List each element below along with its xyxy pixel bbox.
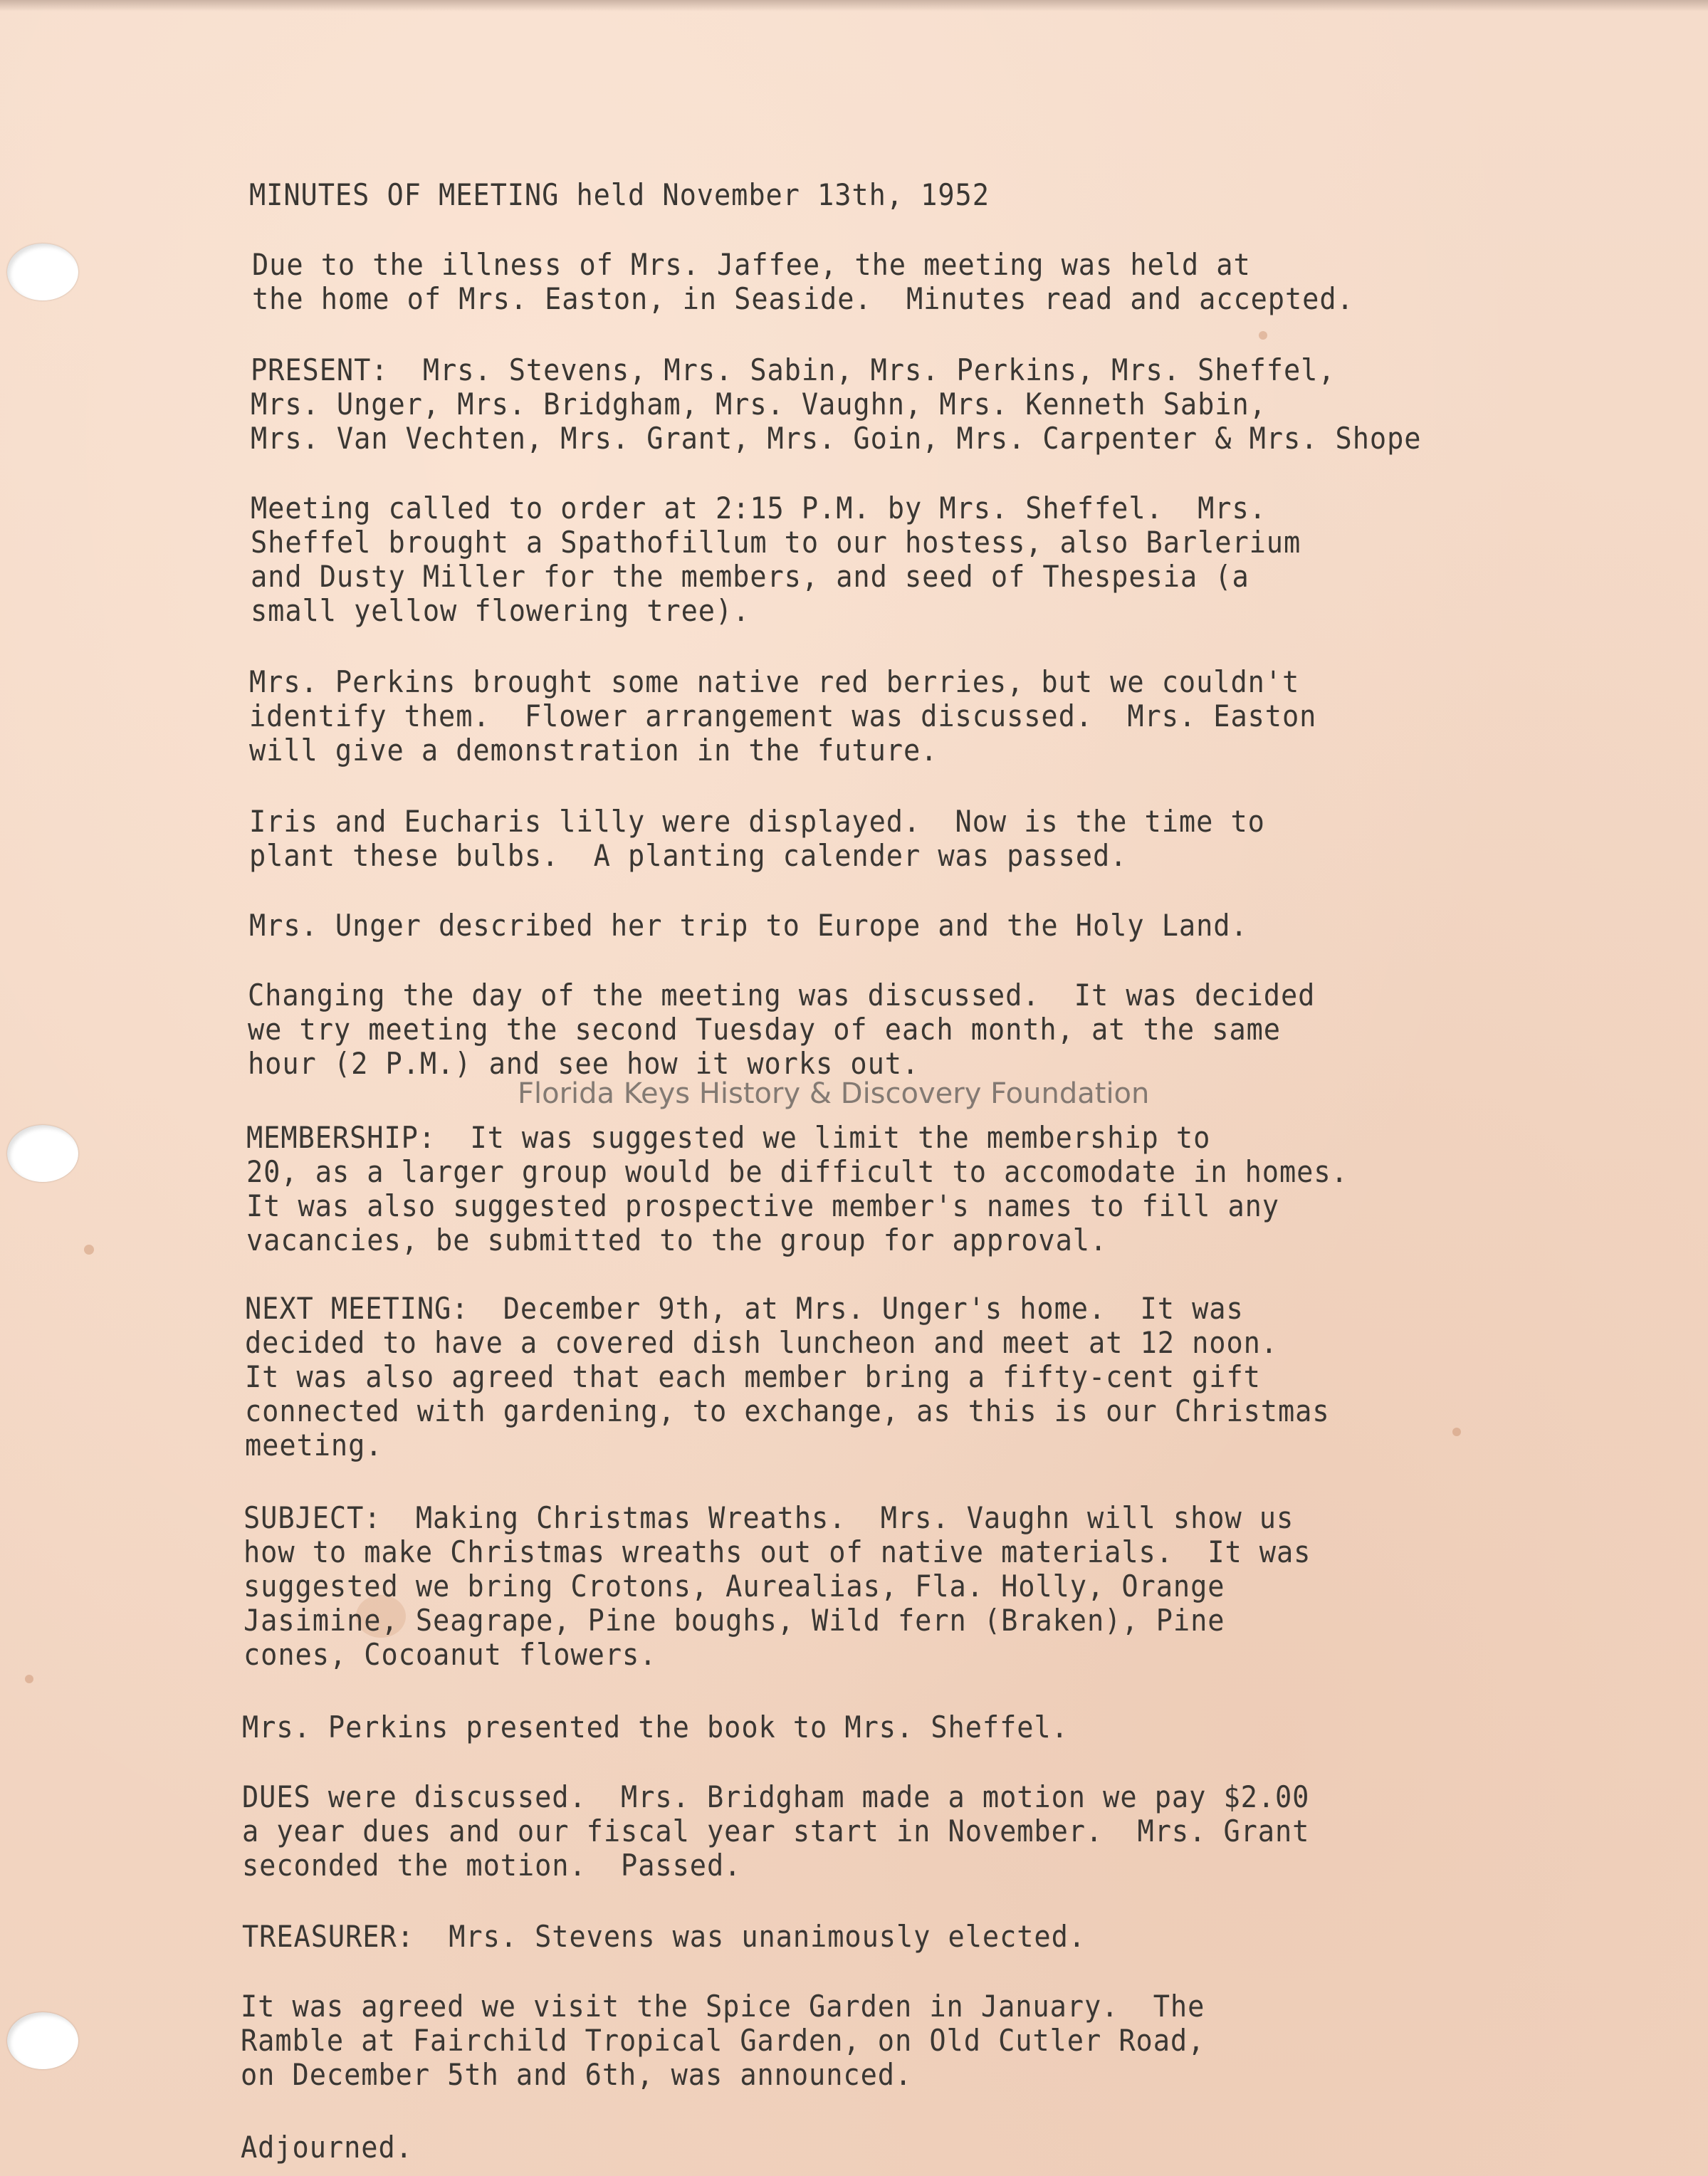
punch-hole-bottom [7,2012,78,2069]
stain-spot [25,1675,33,1683]
paragraph-bulbs: Iris and Eucharis lilly were displayed. Now is the time to plant these bulbs. A planting calender was passed. [249,804,1265,873]
paragraph-spice-garden: It was agreed we visit the Spice Garden in January. The Ramble at Fairchild Tropical Garden, on Old Cutler Road, on December 5th and 6th, was announced. [241,1989,1205,2092]
paragraph-next-meeting: NEXT MEETING: December 9th, at Mrs. Unger's home. It was decided to have a covered dish luncheon and meet at 12 noon. It was also agreed that each member bring a fifty-cent gift connected with gardening, to exchange, as this is our Christmas meeting. [245,1291,1330,1463]
meeting-title: MINUTES OF MEETING held November 13th, 1952 [249,177,990,212]
paragraph-call-to-order: Meeting called to order at 2:15 P.M. by Mrs. Sheffel. Mrs. Sheffel brought a Spathofillum to our hostess, also Barlerium and Dusty Miller for the members, and seed of Thespesia (a small yellow flowering tree). [251,491,1301,628]
paragraph-venue: Due to the illness of Mrs. Jaffee, the meeting was held at the home of Mrs. Easton, in Seaside. Minutes read and accepted. [252,247,1354,316]
paragraph-red-berries: Mrs. Perkins brought some native red berries, but we couldn't identify them. Flower arrangement was discussed. Mrs. Easton will give a demonstration in the future. [249,664,1317,768]
stain-spot [1452,1428,1461,1436]
paragraph-meeting-day: Changing the day of the meeting was discussed. It was decided we try meeting the second Tuesday of each month, at the same hour (2 P.M.) and see how it works out. [248,978,1316,1081]
stain-spot [84,1245,94,1255]
paragraph-subject: SUBJECT: Making Christmas Wreaths. Mrs. Vaughn will show us how to make Christmas wreaths out of native materials. It was suggested we bring Crotons, Aurealias, Fla. Holly, Orange Jasimine, Seagrape, Pine boughs, Wild fern (Braken), Pine cones, Cocoanut flowers. [243,1500,1311,1672]
watermark-text: Florida Keys History & Discovery Foundation [518,1077,1150,1110]
paper-top-edge [0,0,1708,11]
paragraph-trip: Mrs. Unger described her trip to Europe and the Holy Land. [249,908,1248,943]
paragraph-treasurer: TREASURER: Mrs. Stevens was unanimously elected. [242,1919,1086,1954]
paragraph-book: Mrs. Perkins presented the book to Mrs. Sheffel. [242,1710,1069,1745]
stain-spot [1259,331,1267,340]
paragraph-dues: DUES were discussed. Mrs. Bridgham made a motion we pay $2.00 a year dues and our fiscal year start in November. Mrs. Grant seconded the motion. Passed. [242,1779,1310,1883]
punch-hole-top [7,244,78,300]
paragraph-present: PRESENT: Mrs. Stevens, Mrs. Sabin, Mrs. Perkins, Mrs. Sheffel, Mrs. Unger, Mrs. Bridgham, Mrs. Vaughn, Mrs. Kenneth Sabin, Mrs. Van Vechten, Mrs. Grant, Mrs. Goin, Mrs. Carpenter & Mrs. Shope [251,352,1422,456]
paragraph-membership: MEMBERSHIP: It was suggested we limit the membership to 20, as a larger group would be difficult to accomodate in homes. It was also suggested prospective member's names to fill any vacancies, be submitted to the group for approval. [246,1120,1348,1257]
paragraph-adjourned: Adjourned. [241,2130,413,2165]
punch-hole-middle [7,1125,78,1182]
